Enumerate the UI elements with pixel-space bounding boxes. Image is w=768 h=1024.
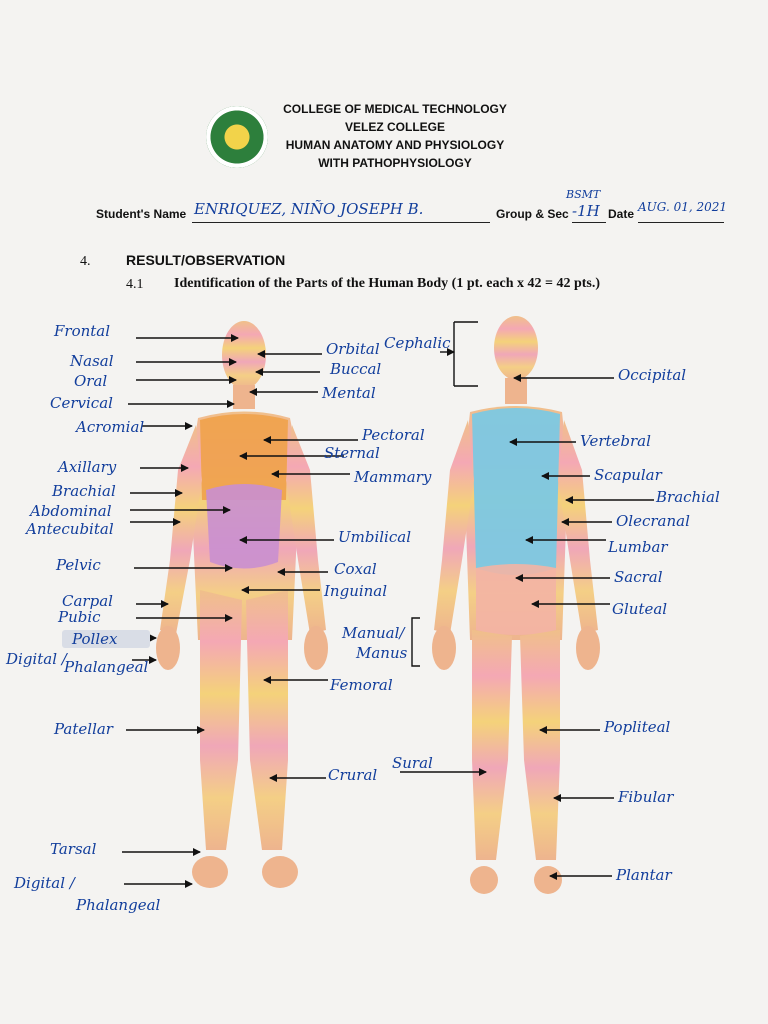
label-fibular: Fibular xyxy=(618,788,674,806)
label-phalangeal-hand: Phalangeal xyxy=(64,658,149,676)
label-patellar: Patellar xyxy=(54,720,113,738)
label-occipital: Occipital xyxy=(618,366,687,384)
section-number: 4. xyxy=(80,254,91,269)
header-line-4: WITH PATHOPHYSIOLOGY xyxy=(318,156,472,170)
label-gluteal: Gluteal xyxy=(612,600,668,618)
label-sternal: Sternal xyxy=(324,444,380,462)
label-scapular: Scapular xyxy=(594,466,662,484)
label-sural: Sural xyxy=(392,754,433,772)
label-tarsal: Tarsal xyxy=(50,840,97,858)
label-pectoral: Pectoral xyxy=(362,426,425,444)
date-value: AUG. 01, 2021 xyxy=(638,200,728,214)
student-name-label: Student's Name xyxy=(96,207,187,221)
header-line-1: COLLEGE OF MEDICAL TECHNOLOGY xyxy=(283,102,507,116)
label-brachial-anterior: Brachial xyxy=(52,482,116,500)
anterior-body xyxy=(156,321,328,888)
label-orbital: Orbital xyxy=(326,340,380,358)
group-prefix: BSMT xyxy=(566,188,601,201)
manual-bracket xyxy=(412,618,420,666)
label-mammary: Mammary xyxy=(354,468,432,486)
subsection-title: Identification of the Parts of the Human Body (1 pt. each x 42 = 42 pts.) xyxy=(174,276,601,291)
label-phalangeal-foot: Phalangeal xyxy=(76,896,161,914)
label-acromial: Acromial xyxy=(76,418,145,436)
subsection-number: 4.1 xyxy=(126,277,144,292)
group-label: Group & Sec xyxy=(496,207,569,221)
label-vertebral: Vertebral xyxy=(580,432,651,450)
label-pubic: Pubic xyxy=(58,608,101,626)
label-pollex: Pollex xyxy=(72,630,118,648)
label-digital-hand: Digital / xyxy=(6,650,67,668)
label-lumbar: Lumbar xyxy=(608,538,668,556)
label-cephalic: Cephalic xyxy=(384,334,451,352)
label-sacral: Sacral xyxy=(614,568,663,586)
label-manual: Manual/ xyxy=(342,624,405,642)
header-line-3: HUMAN ANATOMY AND PHYSIOLOGY xyxy=(285,138,505,152)
section-title: RESULT/OBSERVATION xyxy=(126,252,286,268)
label-popliteal: Popliteal xyxy=(604,718,671,736)
label-mental: Mental xyxy=(322,384,376,402)
label-manus: Manus xyxy=(356,644,408,662)
label-oral: Oral xyxy=(74,372,108,390)
label-inguinal: Inguinal xyxy=(324,582,388,600)
label-coxal: Coxal xyxy=(334,560,377,578)
label-axillary: Axillary xyxy=(58,458,117,476)
label-nasal: Nasal xyxy=(70,352,114,370)
student-name-value: ENRIQUEZ, NIÑO JOSEPH B. xyxy=(194,200,424,218)
label-femoral: Femoral xyxy=(330,676,393,694)
label-antecubital: Antecubital xyxy=(26,520,114,538)
label-pelvic: Pelvic xyxy=(56,556,101,574)
label-olecranal: Olecranal xyxy=(616,512,690,530)
label-brachial-posterior: Brachial xyxy=(656,488,720,506)
group-value: -1H xyxy=(572,202,600,220)
label-abdominal: Abdominal xyxy=(30,502,112,520)
posterior-body xyxy=(432,316,600,894)
cephalic-bracket xyxy=(454,322,478,386)
label-cervical: Cervical xyxy=(50,394,113,412)
label-crural: Crural xyxy=(328,766,378,784)
label-umbilical: Umbilical xyxy=(338,528,412,546)
label-carpal: Carpal xyxy=(62,592,113,610)
label-plantar: Plantar xyxy=(616,866,672,884)
header-line-2: VELEZ COLLEGE xyxy=(344,120,445,134)
label-frontal: Frontal xyxy=(54,322,111,340)
label-digital-foot: Digital / xyxy=(14,874,75,892)
date-label: Date xyxy=(608,207,635,221)
label-buccal: Buccal xyxy=(330,360,382,378)
